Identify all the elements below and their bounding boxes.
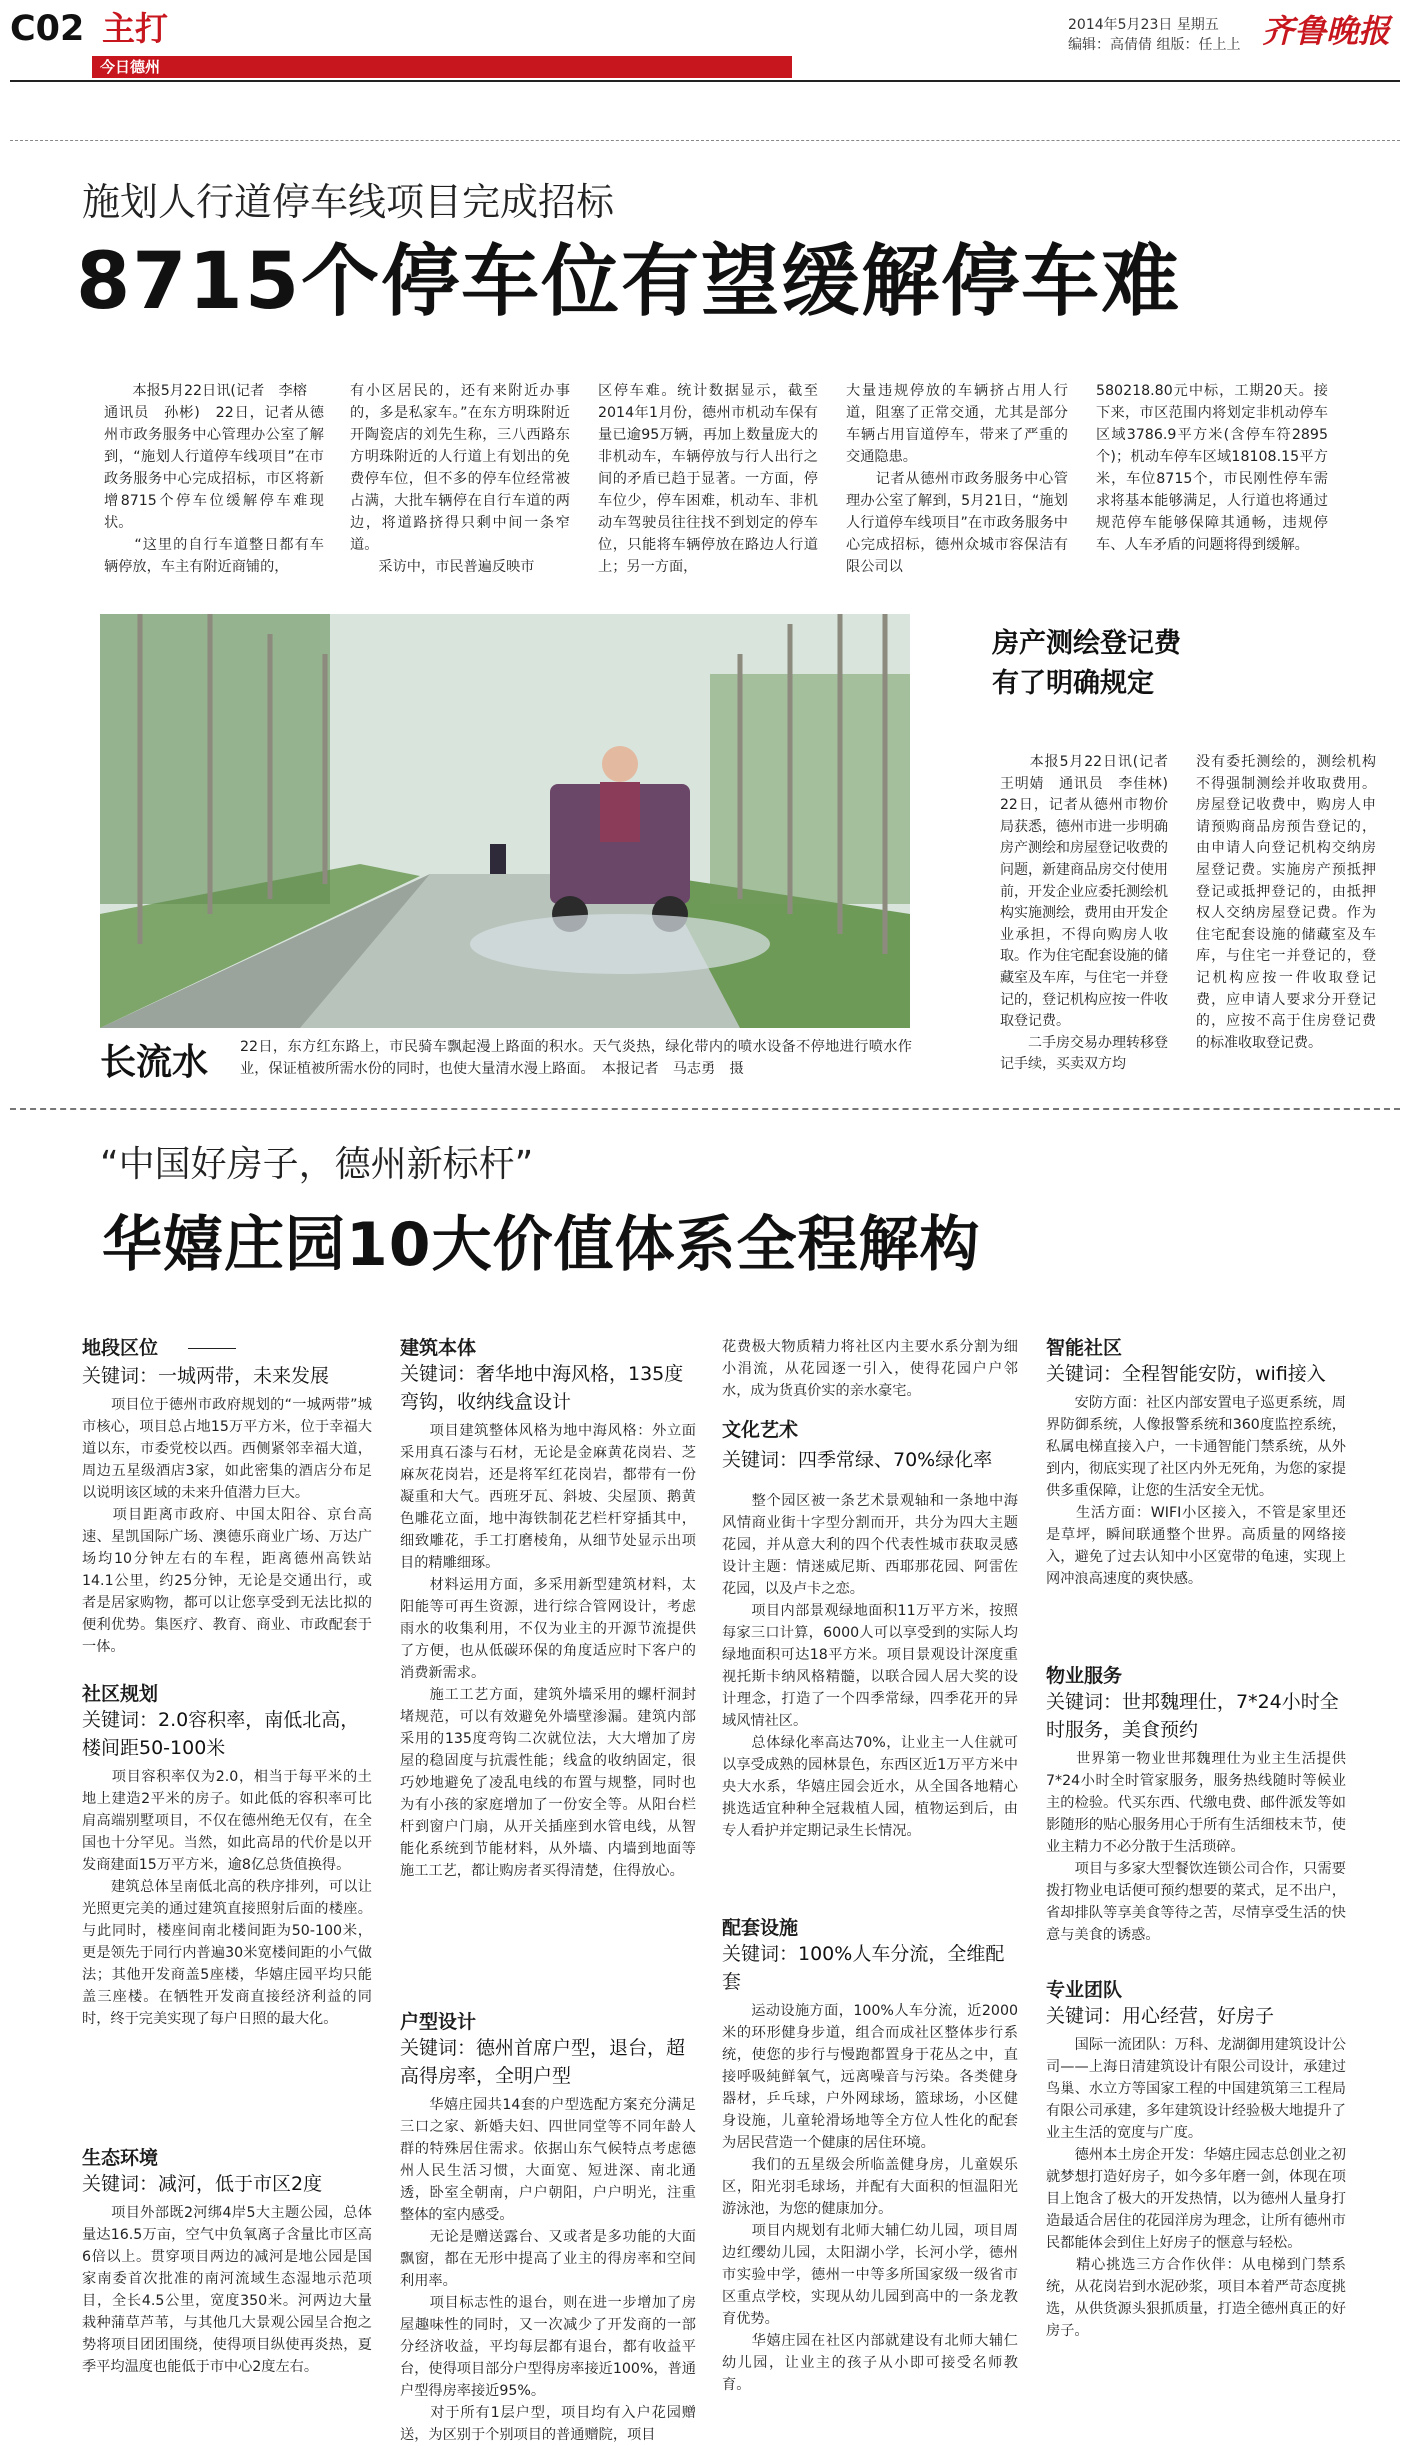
subsection-name: 今日德州 <box>100 58 161 76</box>
s1-title: 地段区位 <box>82 1337 159 1359</box>
s1-rule <box>188 1348 236 1349</box>
col-d <box>1046 1336 1346 2376</box>
s1-body: 项目位于德州市政府规划的“一城两带”城市核心，项目总占地15万平方米，位于幸福大道以东，市委党校以西。西侧紧邻幸福大道，周边五星级酒店3家，如此密集的酒店分布足以说明该区域的未来升值潜力巨大。 项目距离市政府、中国太阳谷、京台高速、星凯国际广场、澳德乐商业广场、万达广场均10分钟左右的车程，距离德州高铁站14.1公里，约25分钟，无论是交通出行，或者是居家购物，都可以让您享受到无法比拟的便利优势。集医疗、教育、商业、市政配套于一体。 <box>82 1397 372 1655</box>
s2-keyword: 关键词：2.0容积率，南低北高，楼间距50-100米 <box>82 1709 360 1759</box>
s3-body: 项目外部既2河绑4岸5大主题公园，总体量达16.5万亩，空气中负氧离子含量比市区高6倍以上。贯穿项目两边的减河是地公园是国家南委首次批准的南河流域生态湿地示范项目，全长4.5公里，宽度350米。河两边大量栽种蒲草芦苇，与其他几大景观公园呈合抱之势将项目团团围绕，使得项目纵使再炎热，夏季平均温度也能低于市中心2度左右。 <box>82 2205 372 2375</box>
subsection-bar <box>92 56 792 78</box>
header-staff: 编辑：高倩倩 组版：任上上 <box>1068 37 1241 53</box>
col-b <box>400 1336 696 2443</box>
s7-title: 配套设施 <box>722 1917 799 1939</box>
page-code: C02 <box>10 9 85 49</box>
section-divider <box>10 1108 1400 1110</box>
s7-keyword: 关键词：100%人车分流，全维配套 <box>722 1943 1005 1993</box>
col-c <box>722 1336 1018 2393</box>
article2-col1: 本报5月22日讯(记者 王明婧 通讯员 李佳林) 22日，记者从德州市物价局获悉，德州市进一步明确房产测绘和房屋登记收费的问题，新建商品房交付使用前，开发企业应委托测绘机构实施测绘，费用由开发企业承担，不得向购房人收取。作为住宅配套设施的储藏室及车库，与住宅一并登记的，登记机构应按一件收取登记费。 二手房交易办理转移登记手续，买卖双方均 <box>1000 754 1168 1073</box>
s2-title: 社区规划 <box>82 1683 159 1705</box>
s4-keyword: 关键词：奢华地中海风格，135度弯钩，收纳线盒设计 <box>400 1363 684 1413</box>
photo-caption-title: 长流水 <box>100 1042 209 1083</box>
s5-body: 华嬉庄园共14套的户型选配方案充分满足三口之家、新婚夫妇、四世同堂等不同年龄人群的特殊居住需求。依据山东气候特点考虑德州人民生活习惯，大面宽、短进深、南北通透，卧室全朝南，户户朝阳，户户明光，注重整体的室内感受。 无论是赠送露台、又或者是多功能的大面飘窗，都在无形中提高了业主的得房率和空间利用率。 项目标志性的退台，则在进一步增加了房屋趣味性的同时，又一次减少了开发商的一部分经济收益，平均每层都有退台，都有收益平台，使得项目部分户型得房率接近100%，普通户型得房率接近95%。 对于所有1层户型，项目均有入户花园赠送，为区别于个别项目的普通赠院，项目 <box>400 2097 696 2443</box>
s8-title: 智能社区 <box>1046 1337 1123 1359</box>
s7-body: 运动设施方面，100%人车分流，近2000米的环形健身步道，组合而成社区整体步行系统，使您的步行与慢跑都置身于花丛之中，直接呼吸純鲜氧气，远离噪音与污染。各类健身器材，乒乓球，户外网球场，篮球场，小区健身设施，儿童轮滑场地等全方位人性化的配套为居民营造一个健康的居住环境。 我们的五星级会所临盖健身房，儿童娱乐区，阳光羽毛球场，并配有大面积的恒温阳光游泳池，为您的健康加分。 项目内规划有北师大辅仁幼儿园，项目周边红缨幼儿园，太阳湖小学，长河小学，德州市实验中学，德州一中等多所国家级一级省市区重点学校，实现从幼儿园到高中的一条龙教育优势。 华嬉庄园在社区内部就建设有北师大辅仁幼儿园，让业主的孩子从小即可接受名师教育。 <box>722 2003 1018 2393</box>
header-rule <box>10 80 1400 82</box>
photo-caption: 22日，东方红东路上，市民骑车飘起漫上路面的积水。天气炎热，绿化带内的喷水设备不停地进行喷水作业，保证植被所需水份的同时，也使大量清水漫上路面。 本报记者 马志勇 摄 <box>240 1039 912 1077</box>
section-name: 主打 <box>102 9 168 48</box>
s2-body: 项目容积率仅为2.0，相当于每平米的土地上建造2平米的房子。如此低的容积率可比肩高端别墅项目，不仅在德州绝无仅有，在全国也十分罕见。当然，如此高昂的代价是以开发商建面15万平方米，逾8亿总货值换得。 建筑总体呈南低北高的秩序排列，可以让光照更完美的通过建筑直接照射后面的楼座。与此同时，楼座间南北楼间距为50-100米，更是领先于同行内普遍30米宽楼间距的小气做法；其他开发商盖5座楼，华嬉庄园平均只能盖三座楼。在牺牲开发商直接经济利益的同时，终于完美实现了每户日照的最大化。 <box>82 1769 372 2027</box>
s9-body: 世界第一物业世邦魏理仕为业主生活提供7*24小时全时管家服务，服务热线随时等候业主的检验。代买东西、代缴电费、邮件派发等如影随形的贴心服务用心于所有生活细枝末节，使业主精力不必分散于生活琐碎。 项目与多家大型餐饮连锁公司合作，只需要拨打物业电话便可预约想要的菜式，足不出户，省却排队等享美食等待之苦，尽情享受生活的快意与美食的诱惑。 <box>1046 1751 1346 1943</box>
news-photo <box>100 614 910 1028</box>
s6-title: 文化艺术 <box>722 1418 1018 1446</box>
article1-col1: 本报5月22日讯(记者 李榕 通讯员 孙彬) 22日，记者从德州市政务服务中心管理办公室了解到，“施划人行道停车线项目”在市政务服务中心完成招标，市区将新增8715个停车位缓解停车难现状。 “这里的自行车道整日都有车辆停放，车主有附近商铺的， <box>104 383 324 575</box>
s3-title: 生态环境 <box>82 2147 159 2169</box>
article1-col2: 有小区居民的，还有来附近办事的，多是私家车。”在东方明珠附近开陶瓷店的刘先生称，三八西路东方明珠附近的人行道上有划出的免费停车位，但不多的停车位经常被占满，大批车辆停在自行车道的两边，将道路挤得只剩中间一条窄道。 采访中，市民普遍反映市 <box>350 383 570 575</box>
s10-title: 专业团队 <box>1046 1979 1123 2001</box>
article3-title: 华嬉庄园10大价值体系全程解构 <box>102 1210 981 1280</box>
s3-keyword: 关键词：减河，低于市区2度 <box>82 2173 323 2195</box>
s9-keyword: 关键词：世邦魏理仕，7*24小时全时服务，美食预约 <box>1046 1691 1339 1741</box>
s5-keyword: 关键词：德州首席户型，退台，超高得房率，全明户型 <box>400 2037 686 2087</box>
s8-body: 安防方面：社区内部安置电子巡更系统，周界防御系统，人像报警系统和360度监控系统，私属电梯直接入户，一卡通智能门禁系统，从外到内，彻底实现了社区内外无死角，为您的家提供多重保障，让您的生活安全无忧。 生活方面：WIFI小区接入，不管是家里还是草坪，瞬间联通整个世界。高质量的网络接入，避免了过去认知中小区宽带的龟速，实现上网冲浪高速度的爽快感。 <box>1046 1395 1346 1587</box>
article2-col2: 没有委托测绘的，测绘机构不得强制测绘并收取费用。房屋登记收费中，购房人申请预购商品房预告登记的，由申请人向登记机构交纳房屋登记费。实施房产预抵押登记或抵押登记的，由抵押权人交纳房屋登记费。作为住宅配套设施的储藏室及车库，与住宅一并登记的，登记机构应按一件收取登记费，应申请人要求分开登记的，应按不高于住房登记费的标准收取登记费。 <box>1196 754 1376 1051</box>
s8-keyword: 关键词：全程智能安防，wifi接入 <box>1046 1363 1326 1385</box>
article1-col5: 580218.80元中标，工期20天。接下来，市区范围内将划定非机动停车区域3786.9平方米(含停车符2895个)；机动车停车区域18108.15平方米，车位8715个，市民刚性停车需求将基本能够满足，人行道也将通过规范停车能够保障其通畅，违规停车、人车矛盾的问题将得到缓解。 <box>1096 383 1328 553</box>
s1-keyword: 关键词：一城两带，未来发展 <box>82 1365 330 1387</box>
s10-body: 国际一流团队：万科、龙湖御用建筑设计公司——上海日清建筑设计有限公司设计，承建过鸟巢、水立方等国家工程的中国建筑第三工程局有限公司承建，多年建筑设计经验极大地提升了业主生活的宽度与广度。 德州本土房企开发：华嬉庄园志总创业之初就梦想打造好房子，如今多年磨一剑，体现在项目上饱含了极大的开发热情，以为德州人量身打造最适合居住的花园洋房为理念，让所有德州市民都能体会到住上好房子的惬意与轻松。 精心挑选三方合作伙伴：从电梯到门禁系统，从花岗岩到水泥砂浆，项目本着严苛态度挑选，从供货源头狠抓质量，打造全德州真正的好房子。 <box>1046 2037 1346 2339</box>
s10-keyword: 关键词：用心经营，好房子 <box>1046 2005 1275 2027</box>
newspaper-logo: 齐鲁晚报 <box>1262 12 1391 50</box>
article1-title: 8715个停车位有望缓解停车难 <box>76 237 1182 327</box>
article1-subtitle: 施划人行道停车线项目完成招标 <box>82 180 615 224</box>
s4-body: 项目建筑整体风格为地中海风格：外立面采用真石漆与石材，无论是金麻黄花岗岩、芝麻灰花岗岩，还是将军红花岗岩，都带有一份凝重和大气。西班牙瓦、斜坡、尖屋顶、鹅黄色雕花立面，地中海铁制花艺栏杆穿插其中，细致雕花，手工打磨棱角，从细节处显示出项目的精雕细琢。 材料运用方面，多采用新型建筑材料，太阳能等可再生资源，进行综合管网设计，考虑雨水的收集利用，不仅为业主的开源节流提供了方便，也从低碳环保的角度适应时下客户的消费新需求。 施工工艺方面，建筑外墙采用的螺杆洞封堵规范，可以有效避免外墙壁渗漏。建筑内部采用的135度弯钩二次就位法，大大增加了房屋的稳固度与抗震性能；线盒的收纳固定，很巧妙地避免了凌乱电线的布置与规整，同时也为有小孩的家庭增加了一份安全等。从阳台栏杆到窗户门扇，从开关插座到水管电线，从智能化系统到节能材料，从外墙、内墙到地面等施工工艺，都让购房者买得清楚，住得放心。 <box>400 1423 696 1879</box>
page-header <box>0 0 1409 76</box>
s6-body: 花费极大物质精力将社区内主要水系分割为细小涓流，从花园逐一引入，使得花园户户邻水，成为货真价实的亲水豪宅。 整个园区被一条艺术景观轴和一条地中海风情商业街十字型分割而开，共分为四大主题花园，并从意大利的四个代表性城市获取灵感设计主题：情迷威尼斯、西耶那花园、阿雷佐花园，以及卢卡之恋。 项目内部景观绿地面积11万平方米，按照每家三口计算，6000人可以享受到的实际人均绿地面积可达18平方米。项目景观设计深度重视托斯卡纳风格精髓，以联合园人居大奖的设计理念，打造了一个四季常绿，四季花开的异域风情社区。 总体绿化率高达70%，让业主一人住就可以享受成熟的园林景色，东西区近1万平方米中央大水系，华嬉庄园会近水，从全国各地精心挑选适宜种种全冠栽植人园，植物运到后，由专人看护并定期记录生长情况。 <box>722 1339 1018 1839</box>
s5-title: 户型设计 <box>400 2011 477 2033</box>
article3-subtitle: “中国好房子，德州新标杆” <box>100 1144 534 1185</box>
col-a <box>82 1336 372 2376</box>
s9-title: 物业服务 <box>1046 1665 1123 1687</box>
article1-col4: 大量违规停放的车辆挤占用人行道，阻塞了正常交通，尤其是部分车辆占用盲道停车，带来了严重的交通隐患。 记者从德州市政务服务中心管理办公室了解到，5月21日，“施划人行道停车线项目”在市政务服务中心完成招标，德州众城市容保洁有限公司以 <box>846 383 1068 575</box>
photo-scene-graphic <box>100 614 910 1028</box>
article2-title: 房产测绘登记费 有了明确规定 <box>992 628 1181 699</box>
s4-title: 建筑本体 <box>400 1337 477 1359</box>
article1-col3: 区停车难。统计数据显示，截至2014年1月份，德州市机动车保有量已逾95万辆，再加上数量庞大的非机动车，车辆停放与行人出行之间的矛盾已趋于显著。一方面，停车位少，停车困难，机动车、非机动车驾驶员往往找不到划定的停车位，只能将车辆停放在路边人行道上；另一方面， <box>598 383 818 575</box>
s6-keyword: 关键词：四季常绿、70%绿化率 <box>722 1446 1018 1476</box>
header-date: 2014年5月23日 星期五 <box>1068 17 1219 33</box>
header-dash-rule <box>10 140 1400 141</box>
